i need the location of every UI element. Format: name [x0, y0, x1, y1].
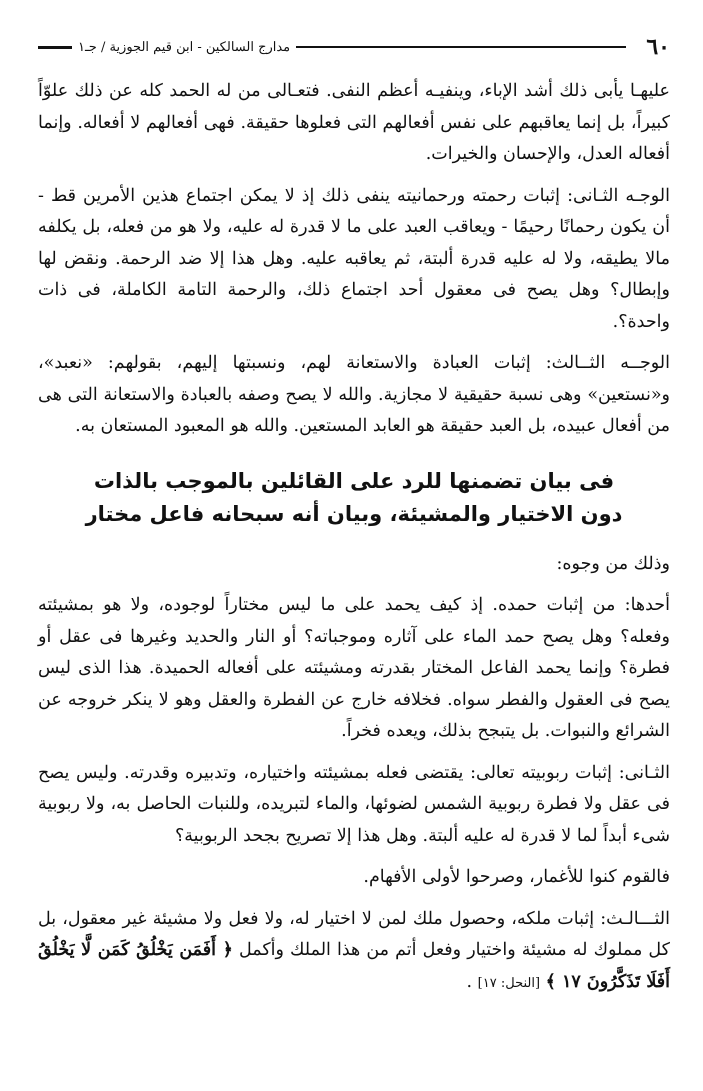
paragraph-last	[38, 904, 670, 1000]
page-number: ٦٠	[646, 34, 670, 60]
paragraph-end: .	[466, 971, 473, 992]
paragraph: فالقوم كنوا للأغمار، وصرحوا لأولى الأفهام.	[363, 867, 670, 887]
paragraph-text: الثـــالـث: إثبات ملكه، وحصول ملك لمن لا اختيار له، ولا فعل ولا مشيئة غير معقول، بل كل مملوك له مشيئة واختيار وفعل أتم من هذا الملك وأكمل	[38, 908, 670, 960]
paragraph: أحدها: من إثبات حمده. إذ كيف يحمد على ما ليس مختاراً لوجوده، ولا هو بمشيئته وفعله؟ وهل يصح حمد الماء على آثاره وموجباته؟ أو النار والحديد وغيرها فى عقل أو فطرة؟ وإنما يحمد الفاعل المختار بقدرته ومشيئته على أفعاله الحميدة. هذا الذى ليس يصح فى العقول والفطر سواه. فخلافه خارج عن الفطرة والعقل وهو لا ينكر خروجه عن الشرائع والنبوات. بل يتبجح بذلك، ويعده فخراً.	[38, 595, 670, 741]
paragraph: الثـانى: إثبات ربوبيته تعالى: يقتضى فعله بمشيئته واختياره، وتدبيره وقدرته. وليس يصح فى عقل ولا فطرة ربوبية الشمس لضوئها، والماء لتبريده، وللنبات الحاصل به، ولا ربوبية شىء أبداً لما لا قدرة له عليه ألبتة. وهل هذا إلا تصريح بجحد الربوبية؟	[38, 762, 670, 846]
header-dash	[38, 46, 72, 49]
section-heading-line: فى بيان تضمنها للرد على القائلين بالموجب بالذات	[93, 468, 615, 493]
paragraph: عليهـا يأبى ذلك أشد الإباء، وينفيـه أعظم النفى. فتعـالى من له الحمد كله عن ذلك علوّاً كبيراً، بل إنما يعاقبهم على نفس أفعالهم التى فعلوها حقيقة. فهى أفعالهم لا أفعاله. وإنما أفعاله العدل، والإحسان والخيرات.	[38, 81, 670, 164]
running-title: مدارج السالكين - ابن قيم الجوزية / جـ١	[78, 39, 291, 55]
verse-reference: [النحل: ١٧]	[477, 975, 541, 991]
book-page	[38, 30, 670, 1009]
paragraph: وذلك من وجوه:	[556, 553, 670, 574]
paragraph: الوجــه الثــالث: إثبات العبادة والاستعانة لهم، ونسبتها إليهم، بقولهم: «نعبد»، و«نستعين» وهى نسبة حقيقية لا مجازية. والله لا يصح وصفه بالعبادة والاستعانة التى هى من أفعال عبيده، بل العبد حقيقة هو العابد المستعين. والله هو المعبود المستعان به.	[38, 353, 670, 436]
running-header	[38, 30, 670, 64]
quran-verse: ﴿ أَفَمَن يَخْلُقُ كَمَن لَّا يَخْلُقُ أَفَلَا تَذَكَّرُونَ ١٧ ﴾	[38, 940, 670, 992]
section-heading-line: دون الاختيار والمشيئة، وبيان أنه سبحانه فاعل مختار	[85, 501, 623, 526]
paragraph: الوجـه الثـانى: إثبات رحمته ورحمانيته ينفى ذلك إذ لا يمكن اجتماع هذين الأمرين قط - أن يكون رحمانًا رحيمًا - ويعاقب العبد على ما لا قدرة له عليه، ولا هو من فعله، بل يكلفه مالا يطيقه، ولا له عليه قدرة ألبتة، ثم يعاقبه عليه. وهل هذا إلا ضد الرحمة. ونقض لها وإبطال؟ وهل يصح فى معقول أحد اجتماع ذلك، والرحمة التامة الكاملة، فى ذات واحدة؟.	[38, 185, 670, 332]
section-heading	[38, 465, 670, 531]
header-rule	[296, 46, 626, 48]
